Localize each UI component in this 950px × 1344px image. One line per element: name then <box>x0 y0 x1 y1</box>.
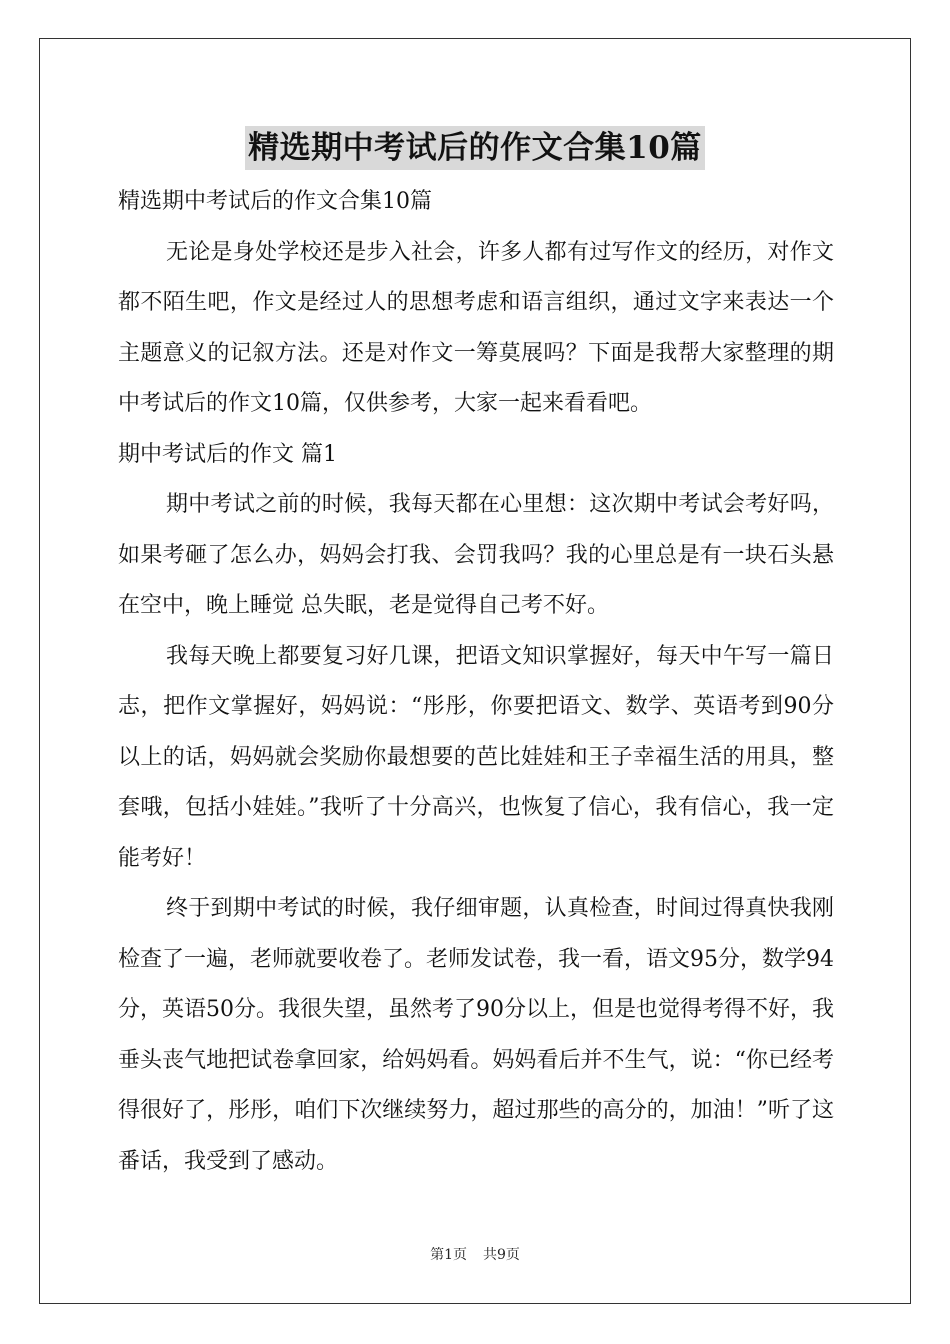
page-total: 共9页 <box>483 1247 520 1263</box>
document-subtitle: 精选期中考试后的作文合集10篇 <box>118 189 432 214</box>
section-heading: 期中考试后的作文 篇1 <box>118 441 337 467</box>
paragraph-intro: 无论是身处学校还是步入社会，许多人都有过写作文的经历，对作文都不陌生吧，作文是经过人的思想考虑和语言组织，通过文字来表达一个主题意义的记叙方法。还是对作文一筹莫展吗？下面是我帮大家整理的期中考试后的作文10篇，仅供参考，大家一起来看看吧。 <box>118 239 834 416</box>
paragraph: 终于到期中考试的时候，我仔细审题，认真检查，时间过得真快我刚检查了一遍，老师就要收卷了。老师发试卷，我一看，语文95分，数学94分，英语50分。我很失望，虽然考了90分以上，但是也觉得考得不好，我垂头丧气地把试卷拿回家，给妈妈看。妈妈看后并不生气，说：“你已经考得很好了，彤彤，咱们下次继续努力，超过那些的高分的，加油！”听了这番话，我受到了感动。 <box>118 896 834 1174</box>
document-body <box>118 177 834 1187</box>
page-number: 第1页 <box>430 1247 467 1263</box>
paragraph: 我每天晚上都要复习好几课，把语文知识掌握好，每天中午写一篇日志，把作文掌握好，妈妈说：“彤彤，你要把语文、数学、英语考到90分以上的话，妈妈就会奖励你最想要的芭比娃娃和王子幸福生活的用具，整套哦，包括小娃娃。”我听了十分高兴，也恢复了信心，我有信心，我一定能考好！ <box>118 643 834 871</box>
page-footer <box>0 1244 950 1264</box>
document-title: 精选期中考试后的作文合集10篇 <box>245 126 705 170</box>
title-container <box>0 126 950 170</box>
paragraph: 期中考试之前的时候，我每天都在心里想：这次期中考试会考好吗，如果考砸了怎么办，妈妈会打我、会罚我吗？我的心里总是有一块石头悬在空中，晚上睡觉 总失眠，老是觉得自己考不好。 <box>118 492 834 618</box>
